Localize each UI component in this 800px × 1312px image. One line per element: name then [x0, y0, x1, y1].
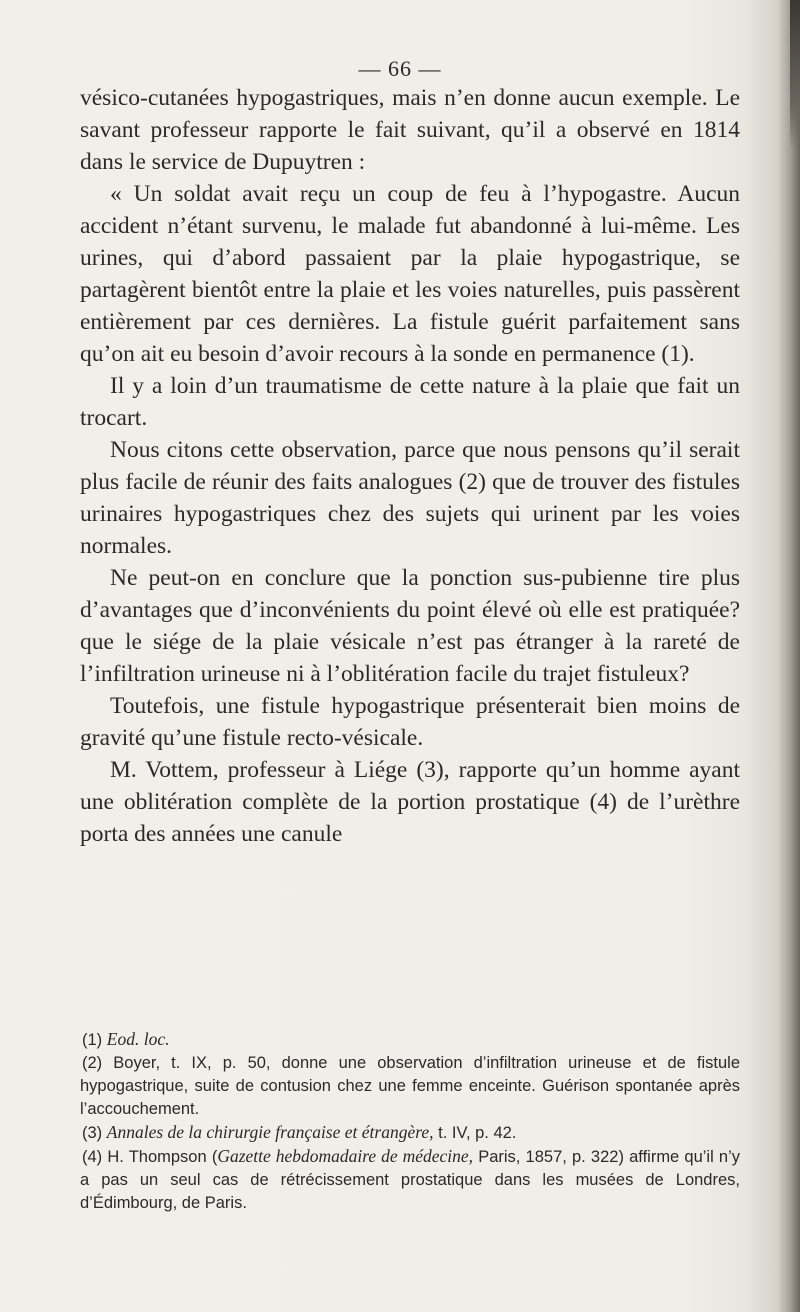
footnote-2: [80, 1052, 740, 1121]
footnote-text: Paris, 1857, p. 322) affirme qu’il n’y a pas un seul cas de rétrécissement prostatique dans les musées de Londres, d’Édimbourg, de Paris.: [80, 1148, 741, 1212]
page-number: — 66 —: [358, 56, 442, 81]
footnote-number: (2): [82, 1054, 103, 1072]
paragraph-6: Toutefois, une fistule hypogastrique présenterait bien moins de gravité qu’une fistule recto-vésicale.: [80, 693, 740, 751]
footnote-text: Boyer, t. IX, p. 50, donne une observation d’infiltration urineuse et de fistule hypogastrique, suite de contusion chez une femme enceinte. Guérison spontanée après l’accouchement.: [80, 1054, 740, 1118]
footnote-citation: Gazette hebdomadaire de médecine,: [217, 1146, 474, 1166]
paragraph-1: vésico-cutanées hypogastriques, mais n’en donne aucun exemple. Le savant professeur rapporte le fait suivant, qu’il a observé en 1814 dans le service de Dupuytren :: [80, 85, 740, 175]
page-edge-shadow: [778, 0, 800, 1312]
footnote-4: [80, 1145, 740, 1215]
footnote-1: [80, 1028, 740, 1052]
footnote-number: (4): [82, 1148, 103, 1166]
footnote-author: H. Thompson (: [107, 1148, 218, 1166]
footnote-number: (1): [82, 1031, 103, 1049]
paragraph-5: Ne peut-on en conclure que la ponction sus-pubienne tire plus d’avantages que d’inconvénients du point élevé où elle est pratiquée? que le siége de la plaie vésicale n’est pas étranger à la rareté de l’infiltration urineuse ni à l’oblitération facile du trajet fistuleux?: [80, 565, 740, 687]
footnote-citation: Annales de la chirurgie française et étrangère,: [106, 1122, 434, 1142]
footnote-citation: Eod. loc.: [106, 1029, 170, 1049]
paragraph-3: Il y a loin d’un traumatisme de cette nature à la plaie que fait un trocart.: [80, 373, 740, 431]
body-text: [80, 82, 740, 850]
paragraph-7: M. Vottem, professeur à Liége (3), rapporte qu’un homme ayant une oblitération complète de la portion prostatique (4) de l’urèthre porta des années une canule: [80, 757, 740, 847]
paragraph-2: « Un soldat avait reçu un coup de feu à l’hypogastre. Aucun accident n’étant survenu, le malade fut abandonné à lui-même. Les urines, qui d’abord passaient par la plaie hypogastrique, se partagèrent bientôt entre la plaie et les voies naturelles, puis passèrent entièrement par ces dernières. La fistule guérit parfaitement sans qu’on ait eu besoin d’avoir recours à la sonde en permanence (1).: [80, 181, 740, 367]
paragraph-4: Nous citons cette observation, parce que nous pensons qu’il serait plus facile de réunir des faits analogues (2) que de trouver des fistules urinaires hypogastriques chez des sujets qui urinent par les voies normales.: [80, 437, 740, 559]
footnote-3: [80, 1121, 740, 1145]
footnotes: [80, 1028, 740, 1215]
footnote-number: (3): [82, 1124, 103, 1142]
footnote-text: t. IV, p. 42.: [438, 1124, 517, 1142]
